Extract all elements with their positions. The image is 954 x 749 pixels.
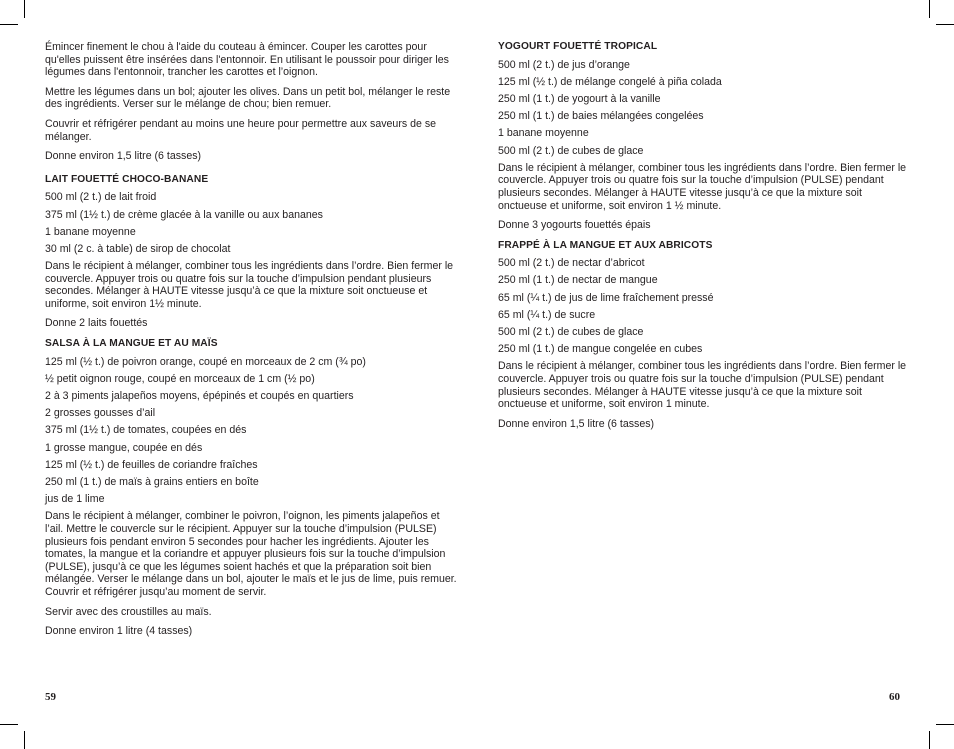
right-page-column <box>498 41 908 437</box>
ingredient-line: 250 ml (1 t.) de baies mélangées congelées <box>498 110 704 123</box>
recipe-yield: Donne 2 laits fouettés <box>45 317 148 330</box>
ingredient-line: 1 banane moyenne <box>498 127 589 140</box>
ingredient-line: 250 ml (1 t.) de yogourt à la vanille <box>498 92 661 105</box>
ingredient-line: 30 ml (2 c. à table) de sirop de chocolat <box>45 242 231 255</box>
ingredient-line: 250 ml (1 t.) de mangue congelée en cubes <box>498 343 703 356</box>
ingredient-line: 500 ml (2 t.) de lait froid <box>45 191 157 204</box>
crop-mark <box>936 724 954 725</box>
crop-mark <box>0 24 18 25</box>
ingredient-line: 500 ml (2 t.) de cubes de glace <box>498 326 644 339</box>
ingredient-line: 65 ml (¼ t.) de sucre <box>498 308 596 321</box>
ingredient-line: 500 ml (2 t.) de jus d’orange <box>498 58 630 71</box>
ingredient-line: 375 ml (1½ t.) de crème glacée à la vanille ou aux bananes <box>45 208 323 221</box>
recipe-yield: Donne environ 1,5 litre (6 tasses) <box>498 417 655 430</box>
recipe-title: LAIT FOUETTÉ CHOCO-BANANE <box>45 173 209 185</box>
ingredient-line: 500 ml (2 t.) de nectar d’abricot <box>498 257 645 270</box>
recipe-yield: Donne 3 yogourts fouettés épais <box>498 219 651 232</box>
ingredient-line: 125 ml (½ t.) de poivron orange, coupé en morceaux de 2 cm (¾ po) <box>45 355 366 368</box>
crop-mark <box>929 731 930 749</box>
intro-paragraph: Mettre les légumes dans un bol; ajouter les olives. Dans un petit bol, mélanger le reste des ingrédients. Verser sur le mélange de chou; bien remuer. <box>45 85 451 111</box>
recipe-yield: Donne environ 1 litre (4 tasses) <box>45 625 193 638</box>
ingredient-line: 2 à 3 piments jalapeños moyens, épépinés et coupés en quartiers <box>45 390 354 403</box>
ingredient-line: 250 ml (1 t.) de nectar de mangue <box>498 274 658 287</box>
ingredient-line: 1 grosse mangue, coupée en dés <box>45 441 203 454</box>
crop-mark <box>936 24 954 25</box>
ingredient-line: jus de 1 lime <box>45 493 105 506</box>
crop-mark <box>0 724 18 725</box>
intro-paragraph: Couvrir et réfrigérer pendant au moins une heure pour permettre aux saveurs de se mélanger. <box>45 117 437 143</box>
ingredient-line: 375 ml (1½ t.) de tomates, coupées en dés <box>45 424 247 437</box>
page-number-right: 60 <box>889 691 900 703</box>
ingredient-line: 1 banane moyenne <box>45 225 136 238</box>
ingredient-line: 500 ml (2 t.) de cubes de glace <box>498 144 644 157</box>
serving-note: Servir avec des croustilles au maïs. <box>45 605 212 618</box>
ingredient-line: 65 ml (¼ t.) de jus de lime fraîchement pressé <box>498 291 714 304</box>
intro-yield: Donne environ 1,5 litre (6 tasses) <box>45 150 202 163</box>
crop-mark <box>24 731 25 749</box>
intro-paragraph: Émincer finement le chou à l'aide du couteau à émincer. Couper les carottes pour qu'elles puissent être insérées dans l'entonnoir. En utilisant le poussoir pour diriger les légumes dans l'entonnoir, trancher les carottes et l’oignon. <box>45 41 449 79</box>
recipe-title: SALSA À LA MANGUE ET AU MAÏS <box>45 338 218 350</box>
crop-mark <box>24 0 25 18</box>
ingredient-line: 125 ml (½ t.) de mélange congelé à piña colada <box>498 75 722 88</box>
ingredient-line: 2 grosses gousses d’ail <box>45 407 156 420</box>
ingredient-line: 125 ml (½ t.) de feuilles de coriandre fraîches <box>45 458 258 471</box>
instructions-paragraph: Dans le récipient à mélanger, combiner tous les ingrédients dans l’ordre. Bien fermer le couvercle. Appuyer trois ou quatre fois sur la touche d’impulsion pendant plusieurs secondes. Mélanger à HAUTE vitesse jusqu’à ce que la mixture soit onctueuse et uniforme, soit environ 1½ minute. <box>45 260 454 310</box>
left-page-column <box>45 41 459 645</box>
instructions-paragraph: Dans le récipient à mélanger, combiner le poivron, l’oignon, les piments jalapeños et l’ail. Mettre le couvercle sur le récipient. Appuyer sur la touche d’impulsion (PULSE) plusieurs fois pendant environ 5 secondes pour hacher les ingrédients. Ajouter les tomates, la mangue et la coriandre et appuyer plusieurs fois sur la touche d’impulsion (PULSE), jusqu’à ce que les légumes soient hachés et que la préparation soit bien mélangée. Verser le mélange dans un bol, ajouter le maïs et le jus de lime, puis remuer. Couvrir et réfrigérer jusqu’au moment de servir. <box>45 510 457 598</box>
instructions-paragraph: Dans le récipient à mélanger, combiner tous les ingrédients dans l’ordre. Bien fermer le couvercle. Appuyer trois ou quatre fois sur la touche d’impulsion (PULSE) pendant plusieurs secondes. Mélanger à HAUTE vitesse jusqu’à ce que la mixture soit onctueuse et uniforme, soit environ 1 ½ minute. <box>498 161 907 212</box>
recipe-title: YOGOURT FOUETTÉ TROPICAL <box>498 41 658 52</box>
ingredient-line: ½ petit oignon rouge, coupé en morceaux de 1 cm (½ po) <box>45 372 315 385</box>
instructions-paragraph: Dans le récipient à mélanger, combiner tous les ingrédients dans l’ordre. Bien fermer le couvercle. Appuyer trois ou quatre fois sur la touche d’impulsion (PULSE) pendant plusieurs secondes. Mélanger à HAUTE vitesse jusqu’à ce que la mixture soit onctueuse et uniforme, soit environ 1 minute. <box>498 360 907 411</box>
page-number-left: 59 <box>45 691 56 703</box>
ingredient-line: 250 ml (1 t.) de maïs à grains entiers en boîte <box>45 475 259 488</box>
crop-mark <box>929 0 930 18</box>
recipe-title: FRAPPÉ À LA MANGUE ET AUX ABRICOTS <box>498 239 713 251</box>
